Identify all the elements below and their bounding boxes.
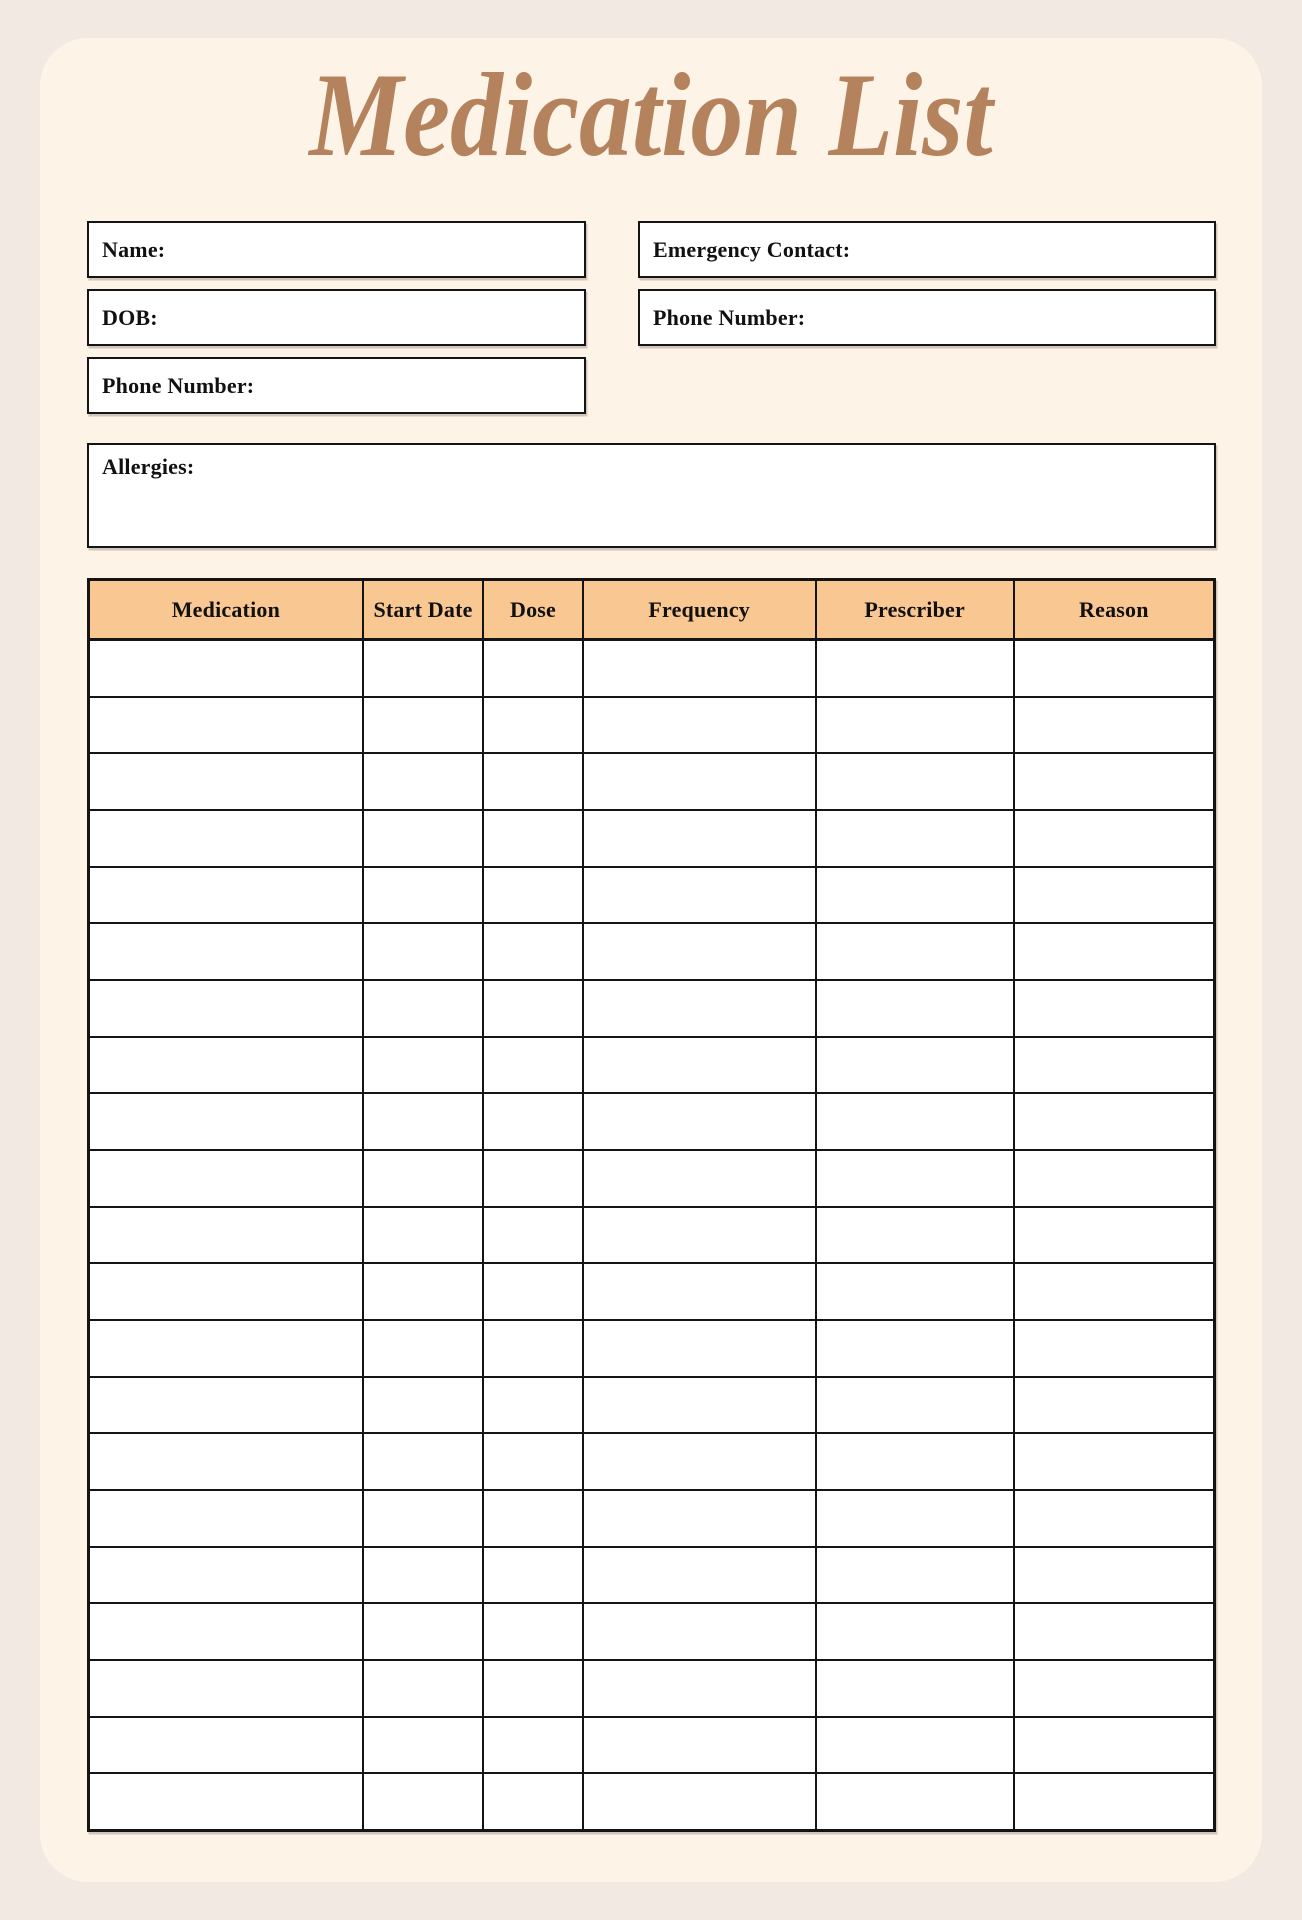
table-cell[interactable] <box>1015 641 1213 696</box>
table-cell[interactable] <box>484 698 583 753</box>
table-cell[interactable] <box>364 868 484 923</box>
table-cell[interactable] <box>90 1604 364 1659</box>
table-row <box>90 1264 1213 1321</box>
table-cell[interactable] <box>1015 868 1213 923</box>
table-row <box>90 1718 1213 1775</box>
column-header-start-date: Start Date <box>364 581 484 638</box>
table-cell[interactable] <box>484 981 583 1036</box>
table-cell[interactable] <box>817 1264 1015 1319</box>
table-cell[interactable] <box>584 1321 817 1376</box>
table-cell[interactable] <box>817 1661 1015 1716</box>
table-cell[interactable] <box>584 1774 817 1829</box>
table-cell[interactable] <box>1015 1378 1213 1433</box>
table-cell[interactable] <box>584 1661 817 1716</box>
table-cell[interactable] <box>1015 1264 1213 1319</box>
table-cell[interactable] <box>364 1604 484 1659</box>
table-cell[interactable] <box>1015 1321 1213 1376</box>
table-row <box>90 1208 1213 1265</box>
table-cell[interactable] <box>1015 1094 1213 1149</box>
table-cell[interactable] <box>364 1548 484 1603</box>
table-cell[interactable] <box>484 1548 583 1603</box>
table-row <box>90 981 1213 1038</box>
table-row <box>90 641 1213 698</box>
table-row <box>90 924 1213 981</box>
table-cell[interactable] <box>1015 924 1213 979</box>
dob-field-label: DOB: <box>102 304 158 330</box>
table-cell[interactable] <box>817 1718 1015 1773</box>
phone-number-field-label: Phone Number: <box>102 372 255 398</box>
table-cell[interactable] <box>484 1378 583 1433</box>
table-cell[interactable] <box>484 754 583 809</box>
table-row <box>90 1094 1213 1151</box>
table-cell[interactable] <box>817 811 1015 866</box>
table-cell[interactable] <box>484 868 583 923</box>
table-row <box>90 1038 1213 1095</box>
table-cell[interactable] <box>364 698 484 753</box>
table-cell[interactable] <box>364 1208 484 1263</box>
table-cell[interactable] <box>90 1094 364 1149</box>
table-cell[interactable] <box>1015 1038 1213 1093</box>
table-cell[interactable] <box>817 1208 1015 1263</box>
table-cell[interactable] <box>1015 811 1213 866</box>
table-cell[interactable] <box>817 1321 1015 1376</box>
table-cell[interactable] <box>584 868 817 923</box>
table-row <box>90 1434 1213 1491</box>
table-cell[interactable] <box>90 1208 364 1263</box>
table-cell[interactable] <box>90 811 364 866</box>
table-cell[interactable] <box>364 1038 484 1093</box>
table-cell[interactable] <box>817 1038 1015 1093</box>
table-cell[interactable] <box>817 1774 1015 1829</box>
table-cell[interactable] <box>90 924 364 979</box>
table-cell[interactable] <box>817 1434 1015 1489</box>
table-cell[interactable] <box>817 924 1015 979</box>
table-row <box>90 1661 1213 1718</box>
table-cell[interactable] <box>484 1151 583 1206</box>
emergency-contact-field[interactable] <box>638 221 1216 278</box>
table-cell[interactable] <box>364 1434 484 1489</box>
table-cell[interactable] <box>817 981 1015 1036</box>
table-cell[interactable] <box>364 1378 484 1433</box>
table-cell[interactable] <box>584 811 817 866</box>
table-cell[interactable] <box>90 1661 364 1716</box>
table-cell[interactable] <box>484 924 583 979</box>
table-cell[interactable] <box>364 641 484 696</box>
table-cell[interactable] <box>584 1038 817 1093</box>
table-cell[interactable] <box>90 1774 364 1829</box>
table-cell[interactable] <box>817 1094 1015 1149</box>
allergies-field-label: Allergies: <box>102 454 195 479</box>
table-cell[interactable] <box>584 1548 817 1603</box>
table-cell[interactable] <box>1015 1208 1213 1263</box>
table-cell[interactable] <box>584 1151 817 1206</box>
table-cell[interactable] <box>90 1434 364 1489</box>
table-cell[interactable] <box>364 754 484 809</box>
table-cell[interactable] <box>364 1094 484 1149</box>
page-title: Medication List <box>309 48 993 181</box>
emergency-phone-number-field-label: Phone Number: <box>653 304 806 330</box>
table-cell[interactable] <box>484 811 583 866</box>
table-cell[interactable] <box>90 1151 364 1206</box>
phone-number-field[interactable] <box>87 357 586 414</box>
table-cell[interactable] <box>584 698 817 753</box>
table-cell[interactable] <box>484 1491 583 1546</box>
table-cell[interactable] <box>584 1264 817 1319</box>
dob-field[interactable] <box>87 289 586 346</box>
table-row <box>90 868 1213 925</box>
table-row <box>90 698 1213 755</box>
table-body <box>90 641 1213 1829</box>
table-cell[interactable] <box>817 698 1015 753</box>
table-row <box>90 1548 1213 1605</box>
table-row <box>90 811 1213 868</box>
table-cell[interactable] <box>90 754 364 809</box>
table-cell[interactable] <box>484 1321 583 1376</box>
table-cell[interactable] <box>90 868 364 923</box>
table-cell[interactable] <box>584 1491 817 1546</box>
table-cell[interactable] <box>1015 1434 1213 1489</box>
table-cell[interactable] <box>484 1264 583 1319</box>
table-cell[interactable] <box>90 1038 364 1093</box>
table-cell[interactable] <box>1015 1718 1213 1773</box>
table-cell[interactable] <box>364 1264 484 1319</box>
column-header-dose: Dose <box>484 581 583 638</box>
table-cell[interactable] <box>1015 698 1213 753</box>
table-cell[interactable] <box>584 1208 817 1263</box>
table-cell[interactable] <box>1015 1604 1213 1659</box>
table-cell[interactable] <box>484 1718 583 1773</box>
table-cell[interactable] <box>90 641 364 696</box>
table-cell[interactable] <box>817 1604 1015 1659</box>
table-cell[interactable] <box>584 1378 817 1433</box>
table-cell[interactable] <box>90 1548 364 1603</box>
table-cell[interactable] <box>1015 981 1213 1036</box>
table-cell[interactable] <box>484 1038 583 1093</box>
table-cell[interactable] <box>584 981 817 1036</box>
table-row <box>90 1321 1213 1378</box>
table-cell[interactable] <box>364 811 484 866</box>
table-row <box>90 1491 1213 1548</box>
column-header-frequency: Frequency <box>584 581 817 638</box>
table-cell[interactable] <box>584 1094 817 1149</box>
table-cell[interactable] <box>364 1491 484 1546</box>
table-cell[interactable] <box>484 1208 583 1263</box>
name-field[interactable] <box>87 221 586 278</box>
table-cell[interactable] <box>90 1321 364 1376</box>
table-cell[interactable] <box>817 1151 1015 1206</box>
table-cell[interactable] <box>817 754 1015 809</box>
table-cell[interactable] <box>90 1491 364 1546</box>
medication-table <box>87 578 1216 1832</box>
table-cell[interactable] <box>484 641 583 696</box>
table-cell[interactable] <box>817 1491 1015 1546</box>
table-cell[interactable] <box>364 1718 484 1773</box>
table-row <box>90 1604 1213 1661</box>
table-cell[interactable] <box>584 754 817 809</box>
table-cell[interactable] <box>817 1548 1015 1603</box>
table-row <box>90 1151 1213 1208</box>
table-cell[interactable] <box>1015 1491 1213 1546</box>
table-cell[interactable] <box>364 1151 484 1206</box>
table-cell[interactable] <box>584 924 817 979</box>
table-cell[interactable] <box>1015 1774 1213 1829</box>
table-row <box>90 754 1213 811</box>
table-cell[interactable] <box>584 1718 817 1773</box>
table-cell[interactable] <box>817 1378 1015 1433</box>
table-cell[interactable] <box>364 981 484 1036</box>
table-cell[interactable] <box>1015 1151 1213 1206</box>
table-cell[interactable] <box>584 1434 817 1489</box>
table-cell[interactable] <box>484 1604 583 1659</box>
table-cell[interactable] <box>484 1661 583 1716</box>
table-cell[interactable] <box>1015 754 1213 809</box>
table-cell[interactable] <box>364 1661 484 1716</box>
name-field-label: Name: <box>102 236 166 262</box>
medication-table-header-row <box>90 581 1213 641</box>
table-cell[interactable] <box>817 868 1015 923</box>
emergency-contact-field-label: Emergency Contact: <box>653 236 851 262</box>
table-cell[interactable] <box>484 1774 583 1829</box>
table-row <box>90 1378 1213 1435</box>
table-cell[interactable] <box>364 1774 484 1829</box>
table-cell[interactable] <box>364 1321 484 1376</box>
column-header-medication: Medication <box>90 581 364 638</box>
table-cell[interactable] <box>1015 1661 1213 1716</box>
table-row <box>90 1774 1213 1829</box>
emergency-phone-number-field[interactable] <box>638 289 1216 346</box>
table-cell[interactable] <box>484 1094 583 1149</box>
table-cell[interactable] <box>484 1434 583 1489</box>
table-cell[interactable] <box>90 1378 364 1433</box>
table-cell[interactable] <box>90 1264 364 1319</box>
table-cell[interactable] <box>817 641 1015 696</box>
allergies-field[interactable] <box>87 443 1216 548</box>
table-cell[interactable] <box>1015 1548 1213 1603</box>
table-cell[interactable] <box>90 981 364 1036</box>
table-cell[interactable] <box>584 1604 817 1659</box>
table-cell[interactable] <box>90 1718 364 1773</box>
table-cell[interactable] <box>90 698 364 753</box>
column-header-reason: Reason <box>1079 596 1149 622</box>
table-cell[interactable] <box>584 641 817 696</box>
table-cell[interactable] <box>364 924 484 979</box>
column-header-prescriber: Prescriber <box>817 581 1015 638</box>
